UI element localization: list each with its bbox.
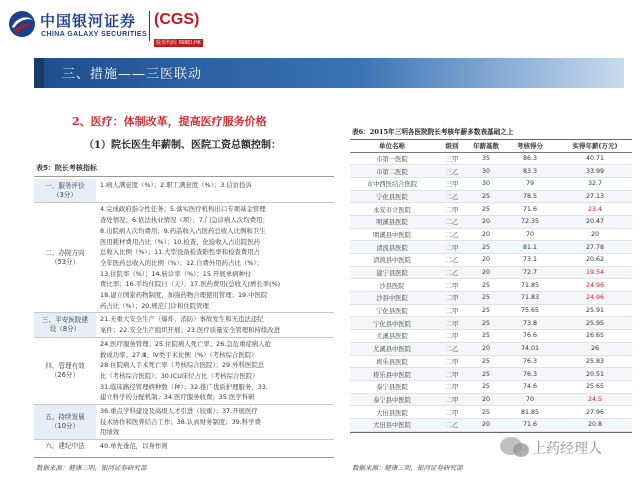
assessment-indicators xyxy=(100,405,334,439)
table-row xyxy=(350,418,632,431)
table-row xyxy=(350,330,632,343)
table-row xyxy=(350,380,632,393)
galaxy-swirl-icon xyxy=(8,10,36,38)
table-row xyxy=(350,266,632,279)
table-row xyxy=(350,228,632,241)
level-cell: 二甲 xyxy=(434,330,470,343)
assessment-indicators xyxy=(100,179,334,202)
assessment-indicators xyxy=(100,203,334,312)
actual-salary-cell: 20.8 xyxy=(558,418,632,431)
base-salary-cell: 25 xyxy=(470,279,502,292)
hospital-name-cell: 宁化县医院 xyxy=(350,304,434,317)
indicator-text: 18.建立国家药物制度，加强药物合理使用管理；19.中医院 xyxy=(100,291,268,300)
hospital-name-cell: 建宁县医院 xyxy=(350,266,434,279)
column-header: 单位名称 xyxy=(350,140,434,152)
table-row xyxy=(350,190,632,203)
indicator-text: 费比率；16.平均住院日（天）；17.医药费用(总收入)增长率(%) xyxy=(100,280,281,289)
actual-salary-cell: 25.83 xyxy=(558,355,632,368)
level-cell: 二甲 xyxy=(434,279,470,292)
table6-caption: 表6：2015年三明各医院院长考核年薪多数表基础之上 xyxy=(352,128,514,136)
cgs-brand-mark: (CGS) xyxy=(154,11,200,28)
hospital-name-cell: 宁化县中医院 xyxy=(350,317,434,330)
indicator-text: 药占比（%）；20.规范门诊和住院管理 xyxy=(100,301,209,310)
score-cell: 83.3 xyxy=(502,165,558,178)
score-cell: 81.85 xyxy=(502,406,558,419)
score-cell: 74.6 xyxy=(502,380,558,393)
category-label: （26分） xyxy=(50,370,80,379)
score-cell: 76.6 xyxy=(502,330,558,343)
dean-salary-table xyxy=(350,139,632,433)
score-cell: 71.83 xyxy=(502,292,558,305)
table-row xyxy=(350,393,632,406)
category-label: （3分） xyxy=(53,190,77,199)
hospital-name-cell: 泰宁县中医院 xyxy=(350,393,434,406)
table5-caption: 表5：院长考核指标 xyxy=(36,164,97,172)
base-salary-cell: 25 xyxy=(470,368,502,381)
wechat-watermark xyxy=(500,434,636,464)
hospital-name-cell: 清流县中医院 xyxy=(350,254,434,267)
actual-salary-cell: 23.4 xyxy=(558,203,632,216)
score-cell: 79 xyxy=(502,177,558,190)
base-salary-cell: 25 xyxy=(470,241,502,254)
base-salary-cell: 20 xyxy=(470,228,502,241)
hospital-name-cell: 明溪县医院 xyxy=(350,215,434,228)
indicator-text: 查处情况；6.依法执业情况（项）；7.门急诊病人次均费用； xyxy=(100,216,269,225)
hospital-name-cell: 尤溪县医院 xyxy=(350,330,434,343)
actual-salary-cell: 27.78 xyxy=(558,241,632,254)
table-row xyxy=(350,304,632,317)
company-name-en: CHINA GALAXY SECURITIES xyxy=(41,31,148,38)
indicator-text: 技术协作和医养结合工作；38.认真财务制度；39.科学费 xyxy=(100,417,261,426)
level-cell: 二乙 xyxy=(434,254,470,267)
hospital-name-cell: 沙县医院 xyxy=(350,279,434,292)
table-row xyxy=(350,152,632,165)
hospital-name-cell: 市中西医结合医院 xyxy=(350,177,434,190)
table-row xyxy=(350,203,632,216)
indicator-text: 8.出院病人次均费用；9.药品收入占医药总收入比例和卫生 xyxy=(100,226,266,235)
indicator-text: 1.病人满意度（%）；2.职工满意度（%）；3.信访投诉 xyxy=(100,181,252,189)
company-logo xyxy=(8,4,228,48)
table-row xyxy=(34,405,334,439)
level-cell: 二甲 xyxy=(434,292,470,305)
table-row xyxy=(350,215,632,228)
score-cell: 78.5 xyxy=(502,190,558,203)
actual-salary-cell: 20.47 xyxy=(558,215,632,228)
base-salary-cell: 20 xyxy=(470,215,502,228)
assessment-category xyxy=(34,440,96,453)
table-row xyxy=(34,440,334,453)
score-cell: 81.1 xyxy=(502,241,558,254)
actual-salary-cell: 20.51 xyxy=(558,368,632,381)
base-salary-cell: 20 xyxy=(470,266,502,279)
base-salary-cell: 25 xyxy=(470,355,502,368)
category-label: 三、平安医院建 xyxy=(41,316,89,325)
assessment-category xyxy=(34,405,96,439)
base-salary-cell: 25 xyxy=(470,406,502,419)
base-salary-cell: 30 xyxy=(470,165,502,178)
stock-code-badge: 股票代码: 06881.HK xyxy=(156,40,202,46)
base-salary-cell: 25 xyxy=(470,292,502,305)
base-salary-cell: 25 xyxy=(470,380,502,393)
assessment-indicators xyxy=(100,313,334,336)
assessment-indicators xyxy=(100,338,334,404)
level-cell: 三甲 xyxy=(434,152,470,165)
actual-salary-cell: 24.5 xyxy=(558,393,632,406)
actual-salary-cell: 33.99 xyxy=(558,165,632,178)
actual-salary-cell: 25.95 xyxy=(558,317,632,330)
actual-salary-cell: 26.65 xyxy=(558,330,632,343)
indicator-text: 建立科学的分配机制；34.医疗服务收费；35.医学科研 xyxy=(100,393,255,402)
actual-salary-cell: 25.91 xyxy=(558,304,632,317)
base-salary-cell: 30 xyxy=(470,177,502,190)
category-label: （53分） xyxy=(50,257,80,266)
hospital-name-cell: 市第一医院 xyxy=(350,152,434,165)
level-cell: 二甲 xyxy=(434,317,470,330)
score-cell: 72.7 xyxy=(502,266,558,279)
assessment-category xyxy=(34,313,96,336)
table-row xyxy=(350,241,632,254)
indicator-text: 28.住院病人手术死亡率（考核综合医院）；29.外科医院总 xyxy=(100,361,265,370)
level-cell: 二甲 xyxy=(434,355,470,368)
section-banner-accent xyxy=(34,58,44,88)
category-label: 四、管理有效 xyxy=(45,361,85,370)
base-salary-cell: 20 xyxy=(470,393,502,406)
table-row xyxy=(350,165,632,178)
indicator-text: 21.无重大安全生产（爆炸、消防）事故发生和无违法违纪 xyxy=(100,315,264,324)
table5-source: 数据来源：健康三明，银河证券研究部 xyxy=(36,464,147,472)
column-header: 考核得分 xyxy=(502,140,558,152)
score-cell: 71.85 xyxy=(502,279,558,292)
level-cell: 二乙 xyxy=(434,228,470,241)
indicator-text: 36.重点学科建设及高级人才引进（较重）；37.开展医疗 xyxy=(100,407,258,415)
indicator-text: 13.住院率（%）；14.转诊率（%）；15.开展单病种付 xyxy=(100,269,252,278)
base-salary-cell: 25 xyxy=(470,330,502,343)
indicator-text: 24.医疗服务管理；25.住院病人死亡率；26.急危重症病人抢 xyxy=(100,339,272,348)
indicator-text: 40.单先垂范，以身作则 xyxy=(100,442,168,451)
indicator-text: 案件；22.安全生产组织开展；23.医疗质量安全管理和持续改进 xyxy=(100,326,281,335)
base-salary-cell: 25 xyxy=(470,203,502,216)
indicator-text: 比（考核综合医院）；30.ICU床位占比（考核综合医院） xyxy=(100,371,259,380)
dean-assessment-table xyxy=(34,176,334,458)
score-cell: 76.3 xyxy=(502,368,558,381)
table-row xyxy=(350,177,632,190)
base-salary-cell: 35 xyxy=(470,152,502,165)
indicator-text: 总收入比例（%）；11.大型设备检查阳性率和检查费用占 xyxy=(100,248,261,257)
table6-source: 数据来源：健康三明，银河证券研究部 xyxy=(352,464,463,472)
actual-salary-cell: 20 xyxy=(558,228,632,241)
indicator-text: 4.完成政府指令性任务；5.落实医疗机构出口专项基金管理 xyxy=(100,205,266,214)
category-label: 设（8分） xyxy=(49,325,81,334)
hospital-name-cell: 大田县中医院 xyxy=(350,418,434,431)
hospital-name-cell: 市第二医院 xyxy=(350,165,434,178)
table-row xyxy=(350,254,632,267)
score-cell: 70 xyxy=(502,393,558,406)
table-row xyxy=(350,317,632,330)
indicator-text: 全年医药总收入的比例（%）；12.自费外用药占比（%）； xyxy=(100,258,263,267)
column-header: 级别 xyxy=(434,140,470,152)
wechat-icon-secondary xyxy=(513,443,529,457)
assessment-category xyxy=(34,179,96,202)
indicator-text: 救成功率；27.Ⅲ、Ⅳ类手术比例（%）（考核综合医院） xyxy=(100,350,258,359)
level-cell: 三乙 xyxy=(434,165,470,178)
hospital-name-cell: 泰宁县医院 xyxy=(350,380,434,393)
table-row xyxy=(350,406,632,419)
level-cell: 二乙 xyxy=(434,342,470,355)
table6-body xyxy=(350,152,632,431)
category-label: 六、建纪中法 xyxy=(45,441,85,450)
hospital-name-cell: 尤溪县中医院 xyxy=(350,342,434,355)
table-row xyxy=(350,342,632,355)
base-salary-cell: 20 xyxy=(470,254,502,267)
hospital-name-cell: 将乐县中医院 xyxy=(350,368,434,381)
actual-salary-cell: 26 xyxy=(558,342,632,355)
hospital-name-cell: 将乐县医院 xyxy=(350,355,434,368)
table-row xyxy=(350,279,632,292)
assessment-indicators xyxy=(100,440,334,453)
assessment-category xyxy=(34,338,96,404)
score-cell: 71.6 xyxy=(502,203,558,216)
level-cell: 二甲 xyxy=(434,304,470,317)
level-cell: 二甲 xyxy=(434,393,470,406)
level-cell: 二甲 xyxy=(434,203,470,216)
table-row xyxy=(350,355,632,368)
watermark-text: 上药经理人 xyxy=(532,441,602,457)
table-row xyxy=(350,292,632,305)
category-label: 一、服务评价 xyxy=(45,181,85,190)
base-salary-cell: 25 xyxy=(470,304,502,317)
level-cell: 二乙 xyxy=(434,215,470,228)
level-cell: 二甲 xyxy=(434,241,470,254)
score-cell: 75.65 xyxy=(502,304,558,317)
table-header-row xyxy=(350,140,632,152)
level-cell: 二乙 xyxy=(434,266,470,279)
hospital-name-cell: 永安市立医院 xyxy=(350,203,434,216)
section-heading: 2、医疗：体制改革，提高医疗服务价格 xyxy=(72,115,267,128)
score-cell: 72.35 xyxy=(502,215,558,228)
actual-salary-cell: 25.65 xyxy=(558,380,632,393)
score-cell: 70 xyxy=(502,228,558,241)
hospital-name-cell: 清流县医院 xyxy=(350,241,434,254)
base-salary-cell: 25 xyxy=(470,190,502,203)
actual-salary-cell: 27.96 xyxy=(558,406,632,419)
actual-salary-cell: 27.13 xyxy=(558,190,632,203)
table-row xyxy=(34,179,334,202)
cgs-brand xyxy=(149,11,229,46)
level-cell: 二乙 xyxy=(434,190,470,203)
table-row xyxy=(34,313,334,336)
actual-salary-cell: 20.62 xyxy=(558,254,632,267)
score-cell: 74.01 xyxy=(502,342,558,355)
column-header: 年薪基数 xyxy=(470,140,502,152)
assessment-category xyxy=(34,203,96,312)
level-cell: 二乙 xyxy=(434,418,470,431)
table-row xyxy=(34,338,334,404)
hospital-name-cell: 明溪县中医院 xyxy=(350,228,434,241)
category-label: （10分） xyxy=(50,422,80,431)
section-banner-title: 三、措施——三医联动 xyxy=(62,67,203,82)
company-name-cn: 中国银河证券 xyxy=(40,12,137,30)
actual-salary-cell: 24.96 xyxy=(558,279,632,292)
category-label: 二、办院方向 xyxy=(45,248,85,257)
base-salary-cell: 25 xyxy=(470,317,502,330)
score-cell: 86.3 xyxy=(502,152,558,165)
score-cell: 73.8 xyxy=(502,317,558,330)
score-cell: 71.6 xyxy=(502,418,558,431)
section-subheading: （1）院长医生年薪制、医院工资总额控制： xyxy=(84,140,281,151)
level-cell: 二甲 xyxy=(434,380,470,393)
score-cell: 76.3 xyxy=(502,355,558,368)
category-label: 五、持续发展 xyxy=(45,413,85,422)
level-cell: 三甲 xyxy=(434,177,470,190)
actual-salary-cell: 40.71 xyxy=(558,152,632,165)
level-cell: 二甲 xyxy=(434,368,470,381)
table-row xyxy=(34,203,334,312)
hospital-name-cell: 大田县医院 xyxy=(350,406,434,419)
hospital-name-cell: 沙县中医院 xyxy=(350,292,434,305)
indicator-text: 医用耗材费用占比（%）；10.检查、化验收入占出院医药 xyxy=(100,237,261,246)
hospital-name-cell: 宁化县医院 xyxy=(350,190,434,203)
actual-salary-cell: 24.96 xyxy=(558,292,632,305)
table-row xyxy=(350,368,632,381)
score-cell: 73.1 xyxy=(502,254,558,267)
level-cell: 二甲 xyxy=(434,406,470,419)
indicator-text: 用绩效 xyxy=(100,428,120,437)
actual-salary-cell: 32.7 xyxy=(558,177,632,190)
indicator-text: 31.临床路径管理病种数（种）；32.推广优质护理服务；33. xyxy=(100,382,268,391)
base-salary-cell: 20 xyxy=(470,418,502,431)
column-header: 实得年薪(万元) xyxy=(558,140,632,152)
base-salary-cell: 20 xyxy=(470,342,502,355)
actual-salary-cell: 19.54 xyxy=(558,266,632,279)
